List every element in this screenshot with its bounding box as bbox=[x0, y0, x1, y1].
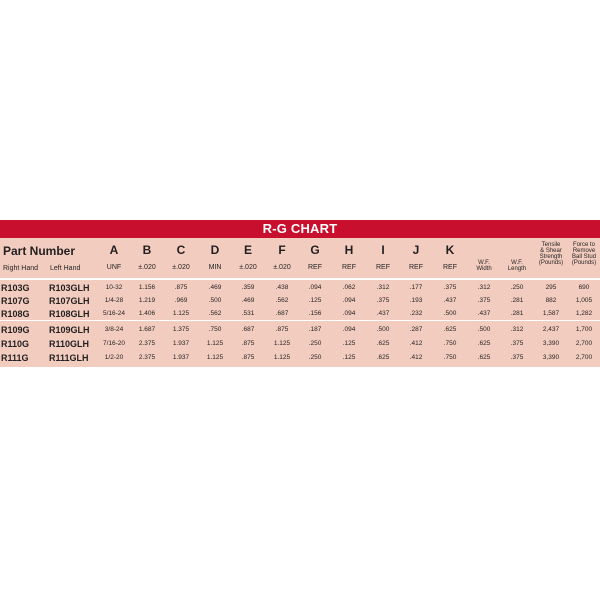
table-cell: .875 bbox=[241, 354, 255, 361]
part-number-heading: Part Number bbox=[3, 244, 76, 258]
table-cell: .500 bbox=[376, 326, 390, 333]
chart-title: R-G CHART bbox=[0, 220, 600, 238]
table-cell: .094 bbox=[308, 284, 322, 291]
col-k-letter: K bbox=[445, 243, 455, 257]
rg-chart bbox=[0, 220, 600, 367]
table-cell: .375 bbox=[443, 284, 457, 291]
col-j-letter: J bbox=[412, 243, 420, 257]
table-cell: .531 bbox=[241, 310, 255, 317]
table-cell: .312 bbox=[477, 284, 491, 291]
tensile-heading-line4: (Pounds) bbox=[538, 260, 564, 266]
table-cell: .875 bbox=[174, 284, 188, 291]
col-d-letter: D bbox=[210, 243, 220, 257]
table-cell: .750 bbox=[443, 354, 457, 361]
table-cell: .281 bbox=[510, 297, 524, 304]
table-cell: .687 bbox=[275, 310, 289, 317]
table-cell: .412 bbox=[409, 340, 423, 347]
table-cell: .187 bbox=[308, 326, 322, 333]
col-d-sub: MIN bbox=[208, 264, 222, 271]
table-cell: .156 bbox=[308, 310, 322, 317]
table-cell: .469 bbox=[241, 297, 255, 304]
col-b-sub: ±.020 bbox=[138, 264, 156, 271]
tensile-heading-line3: Strength bbox=[539, 254, 563, 260]
wf-width-line2: Width bbox=[476, 266, 492, 272]
table-cell: .437 bbox=[477, 310, 491, 317]
table-cell: .562 bbox=[275, 297, 289, 304]
table-cell: 1,282 bbox=[575, 310, 593, 317]
table-cell: .125 bbox=[308, 297, 322, 304]
table-cell: .125 bbox=[342, 354, 356, 361]
col-e-letter: E bbox=[243, 243, 253, 257]
table-cell: .875 bbox=[275, 326, 289, 333]
table-cell: 10-32 bbox=[105, 284, 123, 291]
table-cell: .312 bbox=[376, 284, 390, 291]
left-hand-heading: Left Hand bbox=[50, 265, 81, 272]
wf-width-line1: W.F. bbox=[478, 260, 490, 266]
row-right-hand-part: R107G bbox=[1, 296, 30, 306]
table-cell: .375 bbox=[477, 297, 491, 304]
row-right-hand-part: R109G bbox=[1, 325, 30, 335]
col-h-letter: H bbox=[344, 243, 354, 257]
table-cell: 2,700 bbox=[575, 354, 593, 361]
table-cell: .250 bbox=[308, 354, 322, 361]
table-cell: .412 bbox=[409, 354, 423, 361]
table-cell: 2.375 bbox=[138, 354, 156, 361]
table-cell: 295 bbox=[545, 284, 557, 291]
row-left-hand-part: R109GLH bbox=[49, 325, 90, 335]
table-cell: 3,390 bbox=[542, 354, 560, 361]
table-cell: 1.125 bbox=[206, 354, 224, 361]
right-hand-heading: Right Hand bbox=[3, 265, 39, 272]
col-c-sub: ±.020 bbox=[172, 264, 190, 271]
col-f-letter: F bbox=[278, 243, 286, 257]
table-cell: .625 bbox=[443, 326, 457, 333]
col-b-letter: B bbox=[142, 243, 152, 257]
col-j-sub: REF bbox=[409, 264, 423, 271]
table-cell: .438 bbox=[275, 284, 289, 291]
col-h-sub: REF bbox=[342, 264, 356, 271]
table-cell: .875 bbox=[241, 340, 255, 347]
table-cell: 7/16-20 bbox=[102, 340, 126, 347]
table-cell: .375 bbox=[510, 354, 524, 361]
col-f-sub: ±.020 bbox=[273, 264, 291, 271]
table-cell: 1/4-28 bbox=[104, 297, 124, 304]
table-cell: .750 bbox=[208, 326, 222, 333]
row-left-hand-part: R110GLH bbox=[49, 339, 90, 349]
col-a-letter: A bbox=[109, 243, 119, 257]
table-cell: .094 bbox=[342, 310, 356, 317]
table-cell: 2,437 bbox=[542, 326, 560, 333]
table-cell: .062 bbox=[342, 284, 356, 291]
table-cell: 1.687 bbox=[138, 326, 156, 333]
rows-group-2 bbox=[0, 321, 600, 367]
row-left-hand-part: R108GLH bbox=[49, 309, 90, 319]
table-cell: 3/8-24 bbox=[104, 326, 124, 333]
table-cell: 690 bbox=[578, 284, 590, 291]
tensile-heading-line2: & Shear bbox=[540, 248, 562, 254]
table-cell: .750 bbox=[443, 340, 457, 347]
table-cell: .625 bbox=[376, 354, 390, 361]
table-cell: 1/2-20 bbox=[104, 354, 124, 361]
table-cell: 1.219 bbox=[138, 297, 156, 304]
table-cell: 1.156 bbox=[138, 284, 156, 291]
table-cell: .232 bbox=[409, 310, 423, 317]
col-g-letter: G bbox=[310, 243, 320, 257]
header-band bbox=[0, 238, 600, 278]
table-cell: 882 bbox=[545, 297, 557, 304]
table-cell: .250 bbox=[308, 340, 322, 347]
table-cell: .625 bbox=[376, 340, 390, 347]
table-cell: 1.406 bbox=[138, 310, 156, 317]
table-cell: .375 bbox=[376, 297, 390, 304]
table-cell: 1.375 bbox=[172, 326, 190, 333]
table-cell: 1.125 bbox=[172, 310, 190, 317]
table-cell: 5/16-24 bbox=[102, 310, 126, 317]
table-cell: 1.125 bbox=[273, 340, 291, 347]
col-i-sub: REF bbox=[376, 264, 390, 271]
table-cell: .193 bbox=[409, 297, 423, 304]
force-heading-line1: Force to bbox=[572, 242, 596, 248]
col-e-sub: ±.020 bbox=[239, 264, 257, 271]
table-cell: 1.937 bbox=[172, 354, 190, 361]
table-cell: .500 bbox=[443, 310, 457, 317]
rows-group-1 bbox=[0, 280, 600, 320]
col-a-sub: UNF bbox=[106, 264, 122, 271]
row-right-hand-part: R111G bbox=[1, 353, 29, 363]
table-cell: .094 bbox=[342, 326, 356, 333]
wf-length-line2: Length bbox=[507, 266, 527, 272]
table-cell: 1,700 bbox=[575, 326, 593, 333]
col-g-sub: REF bbox=[308, 264, 322, 271]
table-cell: 2.375 bbox=[138, 340, 156, 347]
table-cell: 1,005 bbox=[575, 297, 593, 304]
col-i-letter: I bbox=[381, 243, 385, 257]
table-cell: .094 bbox=[342, 297, 356, 304]
table-cell: 2,700 bbox=[575, 340, 593, 347]
row-right-hand-part: R110G bbox=[1, 339, 30, 349]
table-cell: .625 bbox=[477, 340, 491, 347]
table-cell: .687 bbox=[241, 326, 255, 333]
table-cell: .375 bbox=[510, 340, 524, 347]
table-cell: .562 bbox=[208, 310, 222, 317]
table-cell: .437 bbox=[443, 297, 457, 304]
row-left-hand-part: R107GLH bbox=[49, 296, 90, 306]
table-cell: .437 bbox=[376, 310, 390, 317]
table-cell: 1.125 bbox=[206, 340, 224, 347]
force-heading-line3: Ball Stud bbox=[571, 254, 597, 260]
table-cell: 1,587 bbox=[542, 310, 560, 317]
table-cell: .969 bbox=[174, 297, 188, 304]
wf-length-line1: W.F. bbox=[511, 260, 523, 266]
table-cell: .500 bbox=[208, 297, 222, 304]
table-cell: .500 bbox=[477, 326, 491, 333]
col-c-letter: C bbox=[176, 243, 186, 257]
row-right-hand-part: R103G bbox=[1, 283, 30, 293]
table-cell: .469 bbox=[208, 284, 222, 291]
row-right-hand-part: R108G bbox=[1, 309, 30, 319]
table-cell: .287 bbox=[409, 326, 423, 333]
tensile-heading-line1: Tensile bbox=[541, 242, 561, 248]
table-cell: 1.125 bbox=[273, 354, 291, 361]
col-k-sub: REF bbox=[443, 264, 457, 271]
row-left-hand-part: R111GLH bbox=[49, 353, 89, 363]
table-cell: 3,390 bbox=[542, 340, 560, 347]
row-left-hand-part: R103GLH bbox=[49, 283, 90, 293]
table-cell: .359 bbox=[241, 284, 255, 291]
table-cell: .281 bbox=[510, 310, 524, 317]
force-heading-line4: (Pounds) bbox=[571, 260, 597, 266]
table-cell: .177 bbox=[409, 284, 423, 291]
force-heading-line2: Remove bbox=[572, 248, 596, 254]
table-cell: .125 bbox=[342, 340, 356, 347]
table-cell: .250 bbox=[510, 284, 524, 291]
table-cell: .625 bbox=[477, 354, 491, 361]
table-cell: .312 bbox=[510, 326, 524, 333]
table-cell: 1.937 bbox=[172, 340, 190, 347]
